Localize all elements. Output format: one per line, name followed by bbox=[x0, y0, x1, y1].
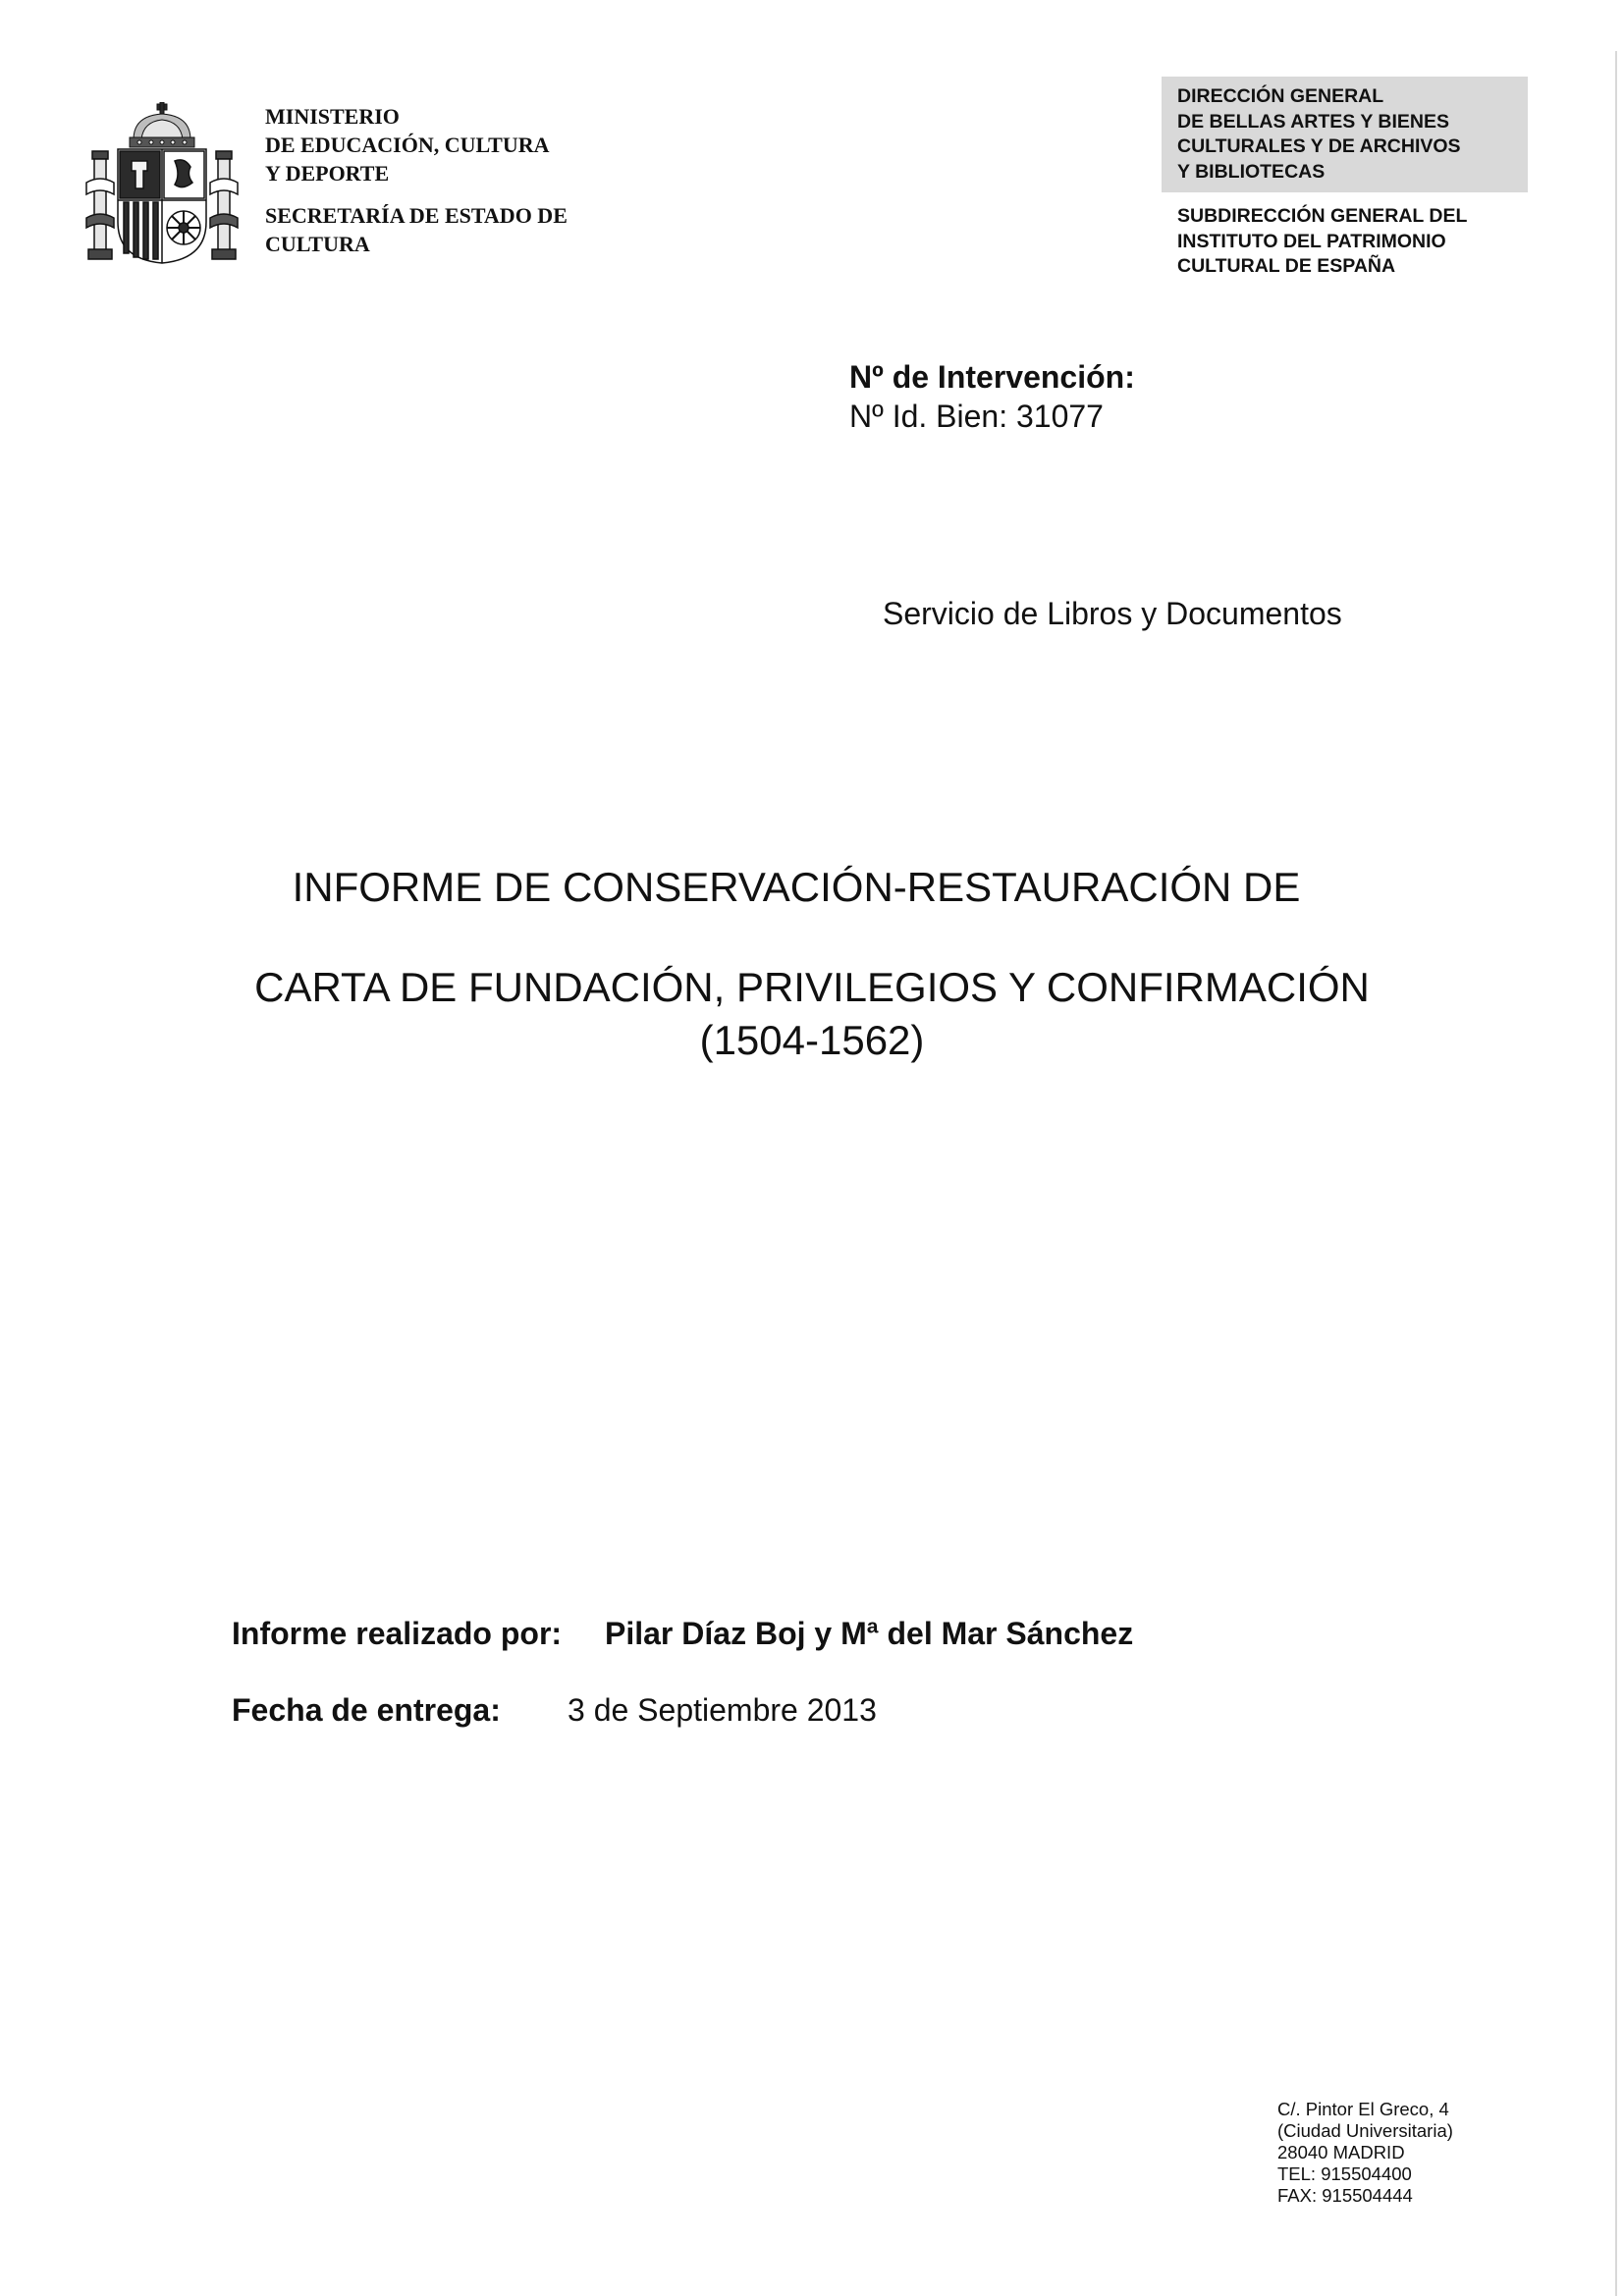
direction-line: DE BELLAS ARTES Y BIENES bbox=[1177, 110, 1450, 133]
secretariat-line: SECRETARÍA DE ESTADO DE bbox=[265, 203, 568, 228]
direction-line: DIRECCIÓN GENERAL bbox=[1177, 85, 1384, 107]
report-title-line-1: INFORME DE CONSERVACIÓN-RESTAURACIÓN DE bbox=[292, 864, 1301, 910]
ministry-line: DE EDUCACIÓN, CULTURA bbox=[265, 133, 550, 157]
subdirection-line: INSTITUTO DEL PATRIMONIO bbox=[1177, 230, 1446, 252]
intervention-block bbox=[849, 357, 1135, 436]
delivery-date-label: Fecha de entrega: bbox=[232, 1692, 501, 1728]
secretariat-line: CULTURA bbox=[265, 232, 370, 256]
address-line: TEL: 915504400 bbox=[1277, 2163, 1412, 2184]
report-title-line-3: (1504-1562) bbox=[699, 1017, 925, 1063]
service-name: Servicio de Libros y Documentos bbox=[883, 596, 1342, 631]
address-line: C/. Pintor El Greco, 4 bbox=[1277, 2099, 1449, 2119]
address-line: (Ciudad Universitaria) bbox=[1277, 2120, 1453, 2141]
intervention-label: Nº de Intervención: bbox=[849, 359, 1135, 395]
spain-coat-of-arms-icon bbox=[84, 102, 240, 265]
page-edge-divider bbox=[1615, 51, 1617, 2296]
subdirection-line: CULTURAL DE ESPAÑA bbox=[1177, 255, 1396, 277]
ministry-block bbox=[265, 102, 568, 258]
direction-line: Y BIBLIOTECAS bbox=[1177, 160, 1326, 183]
author-label: Informe realizado por: bbox=[232, 1616, 563, 1651]
ministry-line: MINISTERIO bbox=[265, 104, 400, 129]
delivery-date-value: 3 de Septiembre 2013 bbox=[568, 1692, 877, 1728]
footer-address bbox=[1277, 2099, 1453, 2207]
author-value: Pilar Díaz Boj y Mª del Mar Sánchez bbox=[605, 1616, 1134, 1651]
ministry-line: Y DEPORTE bbox=[265, 161, 390, 186]
subdirection-block bbox=[1177, 204, 1467, 280]
asset-id: Nº Id. Bien: 31077 bbox=[849, 399, 1104, 434]
address-line: FAX: 915504444 bbox=[1277, 2185, 1413, 2206]
address-line: 28040 MADRID bbox=[1277, 2142, 1405, 2163]
direction-line: CULTURALES Y DE ARCHIVOS bbox=[1177, 135, 1461, 157]
report-title-line-2: CARTA DE FUNDACIÓN, PRIVILEGIOS Y CONFIRMACIÓN bbox=[254, 964, 1370, 1010]
direction-general-box bbox=[1162, 77, 1528, 192]
subdirection-line: SUBDIRECCIÓN GENERAL DEL bbox=[1177, 205, 1468, 227]
